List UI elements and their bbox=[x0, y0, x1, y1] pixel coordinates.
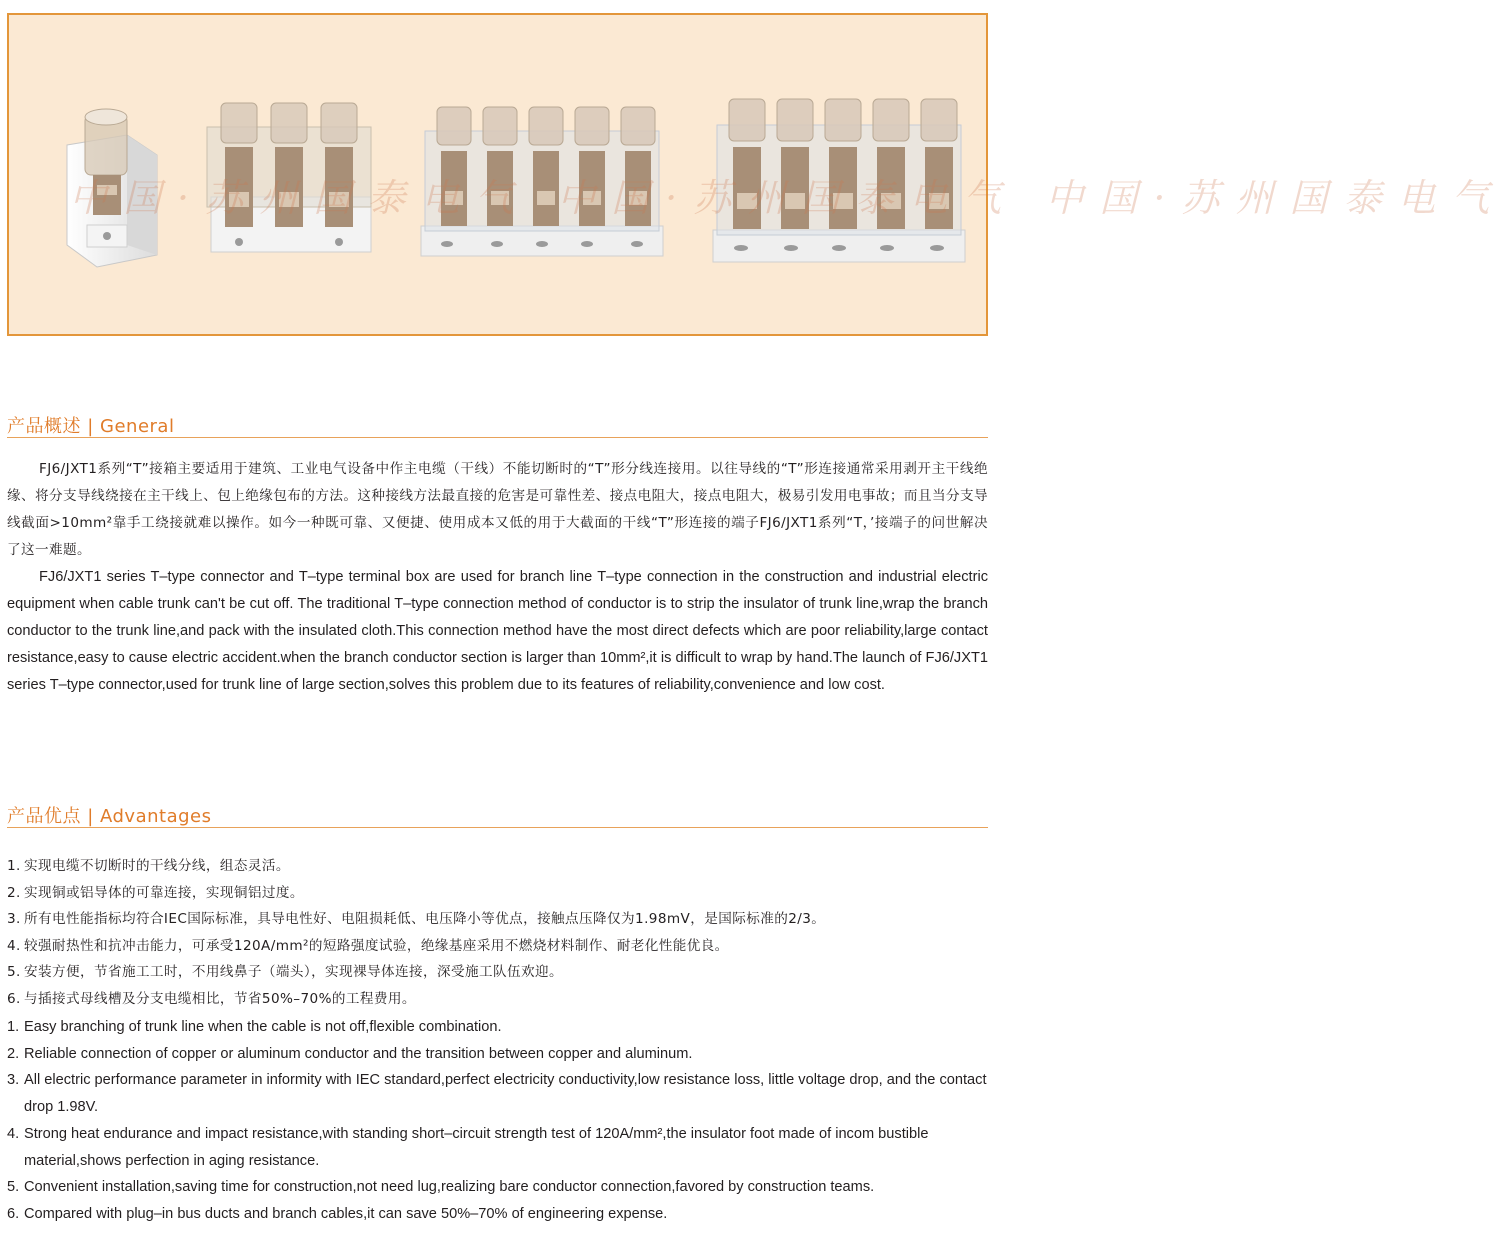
advantages-list-cn bbox=[7, 853, 988, 1012]
list-item: 3. 所有电性能指标均符合IEC国际标准，具导电性好、电阻损耗低、电压降小等优点，接触点压降仅为1.98mV，是国际标准的2/3。 bbox=[7, 911, 826, 927]
general-description-en: FJ6/JXT1 series T–type connector and T–type terminal box are used for branch line T–type connection in the construction and industrial electric equipment when cable trunk can't be cut off. The traditional T–type connection method of conductor is to strip the insulator of trunk line,wrap the branch conductor to the trunk line,and pack with the insulated cloth.This connection method have the most direct defects which are poor reliability,large contact resistance,easy to cause electric accident.when the branch conductor section is larger than 10mm²,it is difficult to wrap by hand.The launch of FJ6/JXT1 series T–type connector,used for trunk line of large section,solves this problem due to its features of reliability,convenience and low cost. bbox=[7, 569, 988, 693]
advantages-list-en bbox=[7, 1014, 988, 1228]
list-item: 2. Reliable connection of copper or aluminum conductor and the transition between copper and aluminum. bbox=[7, 1045, 693, 1062]
general-description-cn: FJ6/JXT1系列“T”接箱主要适用于建筑、工业电气设备中作主电缆（干线）不能切断时的“T”形分线连接用。以往导线的“T”形连接通常采用剥开主干线绝缘、将分支导线绕接在主干线上、包上绝缘包布的方法。这种接线方法最直接的危害是可靠性差、接点电阻大，接点电阻大，极易引发用电事故；而且当分支导线截面>10mm²靠手工绕接就难以操作。如今一种既可靠、又便捷、使用成本又低的用于大截面的干线“T”形连接的端子FJ6/JXT1系列“T，’接端子的问世解决了这一难题。 bbox=[7, 461, 988, 558]
company-watermark: 中国·苏州国泰电气 中国·苏州国泰电气 中国·苏州国泰电气 bbox=[69, 176, 1505, 220]
advantages-section-divider bbox=[7, 827, 988, 828]
general-section-divider bbox=[7, 437, 988, 438]
list-item: 5. Convenient installation,saving time for construction,not need lug,realizing bare conductor connection,favored by construction teams. bbox=[7, 1179, 875, 1196]
list-item: 2. 实现铜或铝导体的可靠连接，实现铜铝过度。 bbox=[7, 884, 304, 901]
list-item: 6. Compared with plug–in bus ducts and branch cables,it can save 50%–70% of engineering expense. bbox=[7, 1205, 668, 1222]
list-item: 5. 安装方便，节省施工工时，不用线鼻子（端头），实现裸导体连接，深受施工队伍欢迎。 bbox=[7, 964, 563, 980]
product-photo-panel bbox=[7, 13, 1505, 336]
list-item: 6. 与插接式母线槽及分支电缆相比，节省50%–70%的工程费用。 bbox=[7, 990, 416, 1007]
list-item: 1. 实现电缆不切断时的干线分线，组态灵活。 bbox=[7, 858, 290, 874]
list-item: 4. Strong heat endurance and impact resistance,with standing short–circuit strength test of 120A/mm²,the insulator foot made of incom bustible material,shows perfection in aging resistance. bbox=[7, 1125, 929, 1169]
list-item: 4. 较强耐热性和抗冲击能力，可承受120A/mm²的短路强度试验，绝缘基座采用不燃烧材料制作、耐老化性能优良。 bbox=[7, 937, 729, 954]
general-section-title: 产品概述 | General bbox=[7, 416, 175, 437]
list-item: 3. All electric performance parameter in informity with IEC standard,perfect electricity conductivity,low resistance loss, little voltage drop, and the contact drop 1.98V. bbox=[7, 1072, 987, 1116]
list-item: 1. Easy branching of trunk line when the cable is not off,flexible combination. bbox=[7, 1019, 502, 1035]
advantages-section-title: 产品优点 | Advantages bbox=[7, 806, 212, 827]
